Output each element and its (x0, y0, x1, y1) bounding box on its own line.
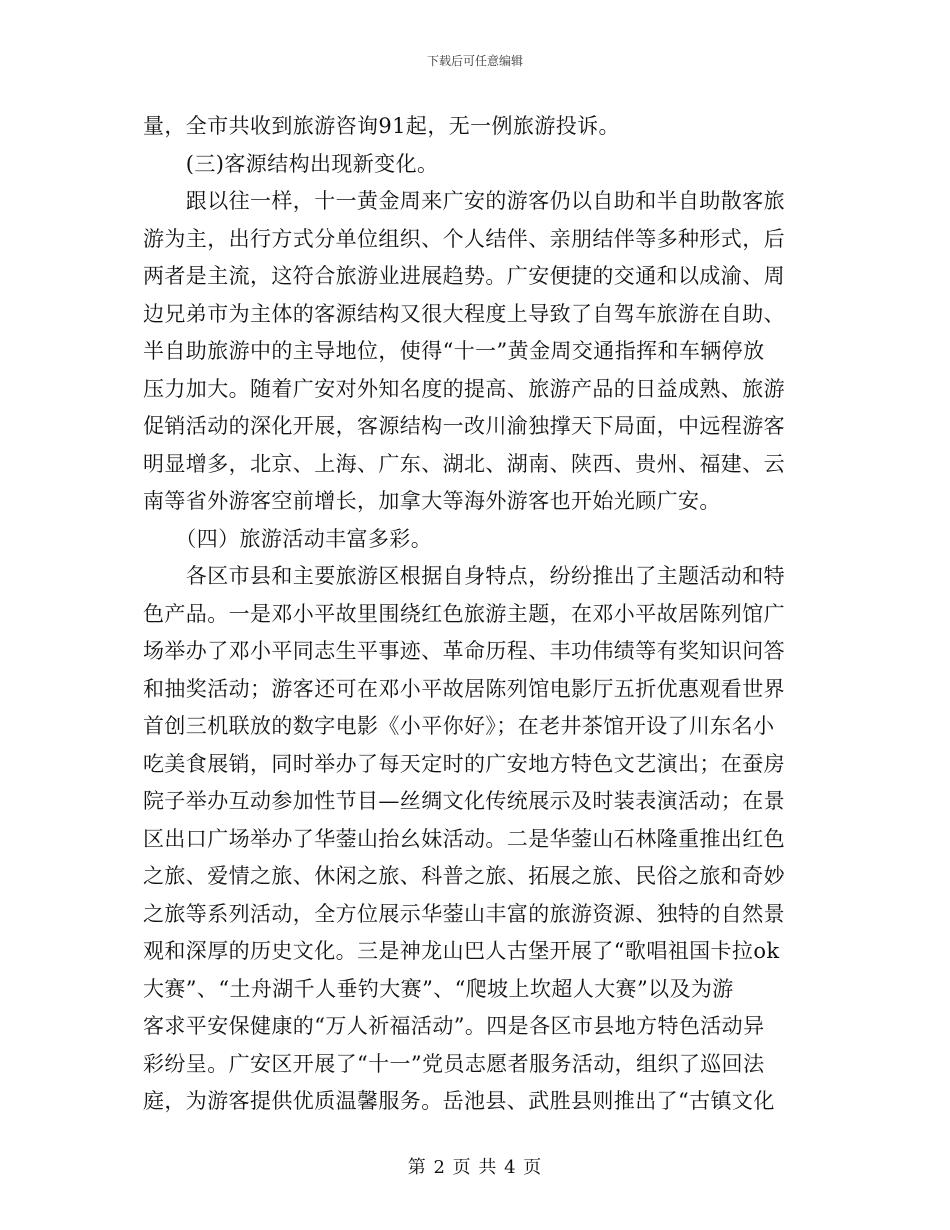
text-line: 场举办了邓小平同志生平事迹、革命历程、丰功伟绩等有奖知识问答 (143, 639, 785, 663)
text-line: 庭，为游客提供优质温馨服务。岳池县、武胜县则推出了“古镇文化 (143, 1089, 775, 1113)
text-line: 院子举办互动参加性节目—丝绸文化传统展示及时装表演活动；在景 (143, 789, 785, 813)
text-line: 明显增多，北京、上海、广东、湖北、湖南、陕西、贵州、福建、云 (143, 451, 785, 476)
text-line: 大赛”、“土舟湖千人垂钓大赛”、“爬坡上坎超人大赛”以及为游 (143, 976, 734, 1001)
text-line: 游为主，出行方式分单位组织、个人结伴、亲朋结伴等多种形式，后 (143, 226, 785, 251)
page-footer: 第 2 页 共 4 页 (407, 1157, 543, 1178)
text-line: 两者是主流，这符合旅游业进展趋势。广安便捷的交通和以成渝、周 (143, 264, 785, 288)
page-header: 下载后可任意编辑 (426, 54, 523, 68)
text-line: 客求平安保健康的“万人祈福活动”。四是各区市县地方特色活动异 (143, 1014, 765, 1038)
text-line: 和抽奖活动；游客还可在邓小平故居陈列馆电影厅五折优惠观看世界 (143, 676, 785, 701)
text-line: 吃美食展销，同时举办了每天定时的广安地方特色文艺演出；在蚕房 (143, 751, 785, 776)
text-line: 压力加大。随着广安对外知名度的提高、旅游产品的日益成熟、旅游 (143, 376, 785, 401)
text-line: (三)客源结构出现新变化。 (143, 151, 439, 176)
text-line: 各区市县和主要旅游区根据自身特点，纷纷推出了主题活动和特 (143, 564, 785, 588)
document-body (143, 108, 805, 1121)
text-line: 之旅等系列活动，全方位展示华蓥山丰富的旅游资源、独特的自然景 (143, 901, 785, 926)
text-line: （四）旅游活动丰富多彩。 (143, 526, 433, 551)
text-line: 彩纷呈。广安区开展了“十一”党员志愿者服务活动，组织了巡回法 (143, 1051, 765, 1076)
text-line: 之旅、爱情之旅、休闲之旅、科普之旅、拓展之旅、民俗之旅和奇妙 (143, 864, 785, 888)
text-line: 促销活动的深化开展，客源结构一改川渝独撑天下局面，中远程游客 (143, 414, 785, 438)
text-line: 量，全市共收到旅游咨询91起，无一例旅游投诉。 (143, 114, 620, 138)
text-line: 半自助旅游中的主导地位，使得“十一”黄金周交通指挥和车辆停放 (143, 339, 765, 363)
text-line: 南等省外游客空前增长，加拿大等海外游客也开始光顾广安。 (143, 489, 721, 513)
text-line: 观和深厚的历史文化。三是神龙山巴人古堡开展了“歌唱祖国卡拉ok (143, 939, 780, 963)
text-line: 区出口广场举办了华蓥山抬幺妹活动。二是华蓥山石林隆重推出红色 (143, 826, 785, 851)
text-line: 边兄弟市为主体的客源结构又很大程度上导致了自驾车旅游在自助、 (143, 301, 785, 326)
text-line: 跟以往一样，十一黄金周来广安的游客仍以自助和半自助散客旅 (143, 189, 785, 213)
text-line: 首创三机联放的数字电影《小平你好》；在老井茶馆开设了川东名小 (143, 714, 775, 738)
text-line: 色产品。一是邓小平故里围绕红色旅游主题，在邓小平故居陈列馆广 (143, 601, 785, 626)
